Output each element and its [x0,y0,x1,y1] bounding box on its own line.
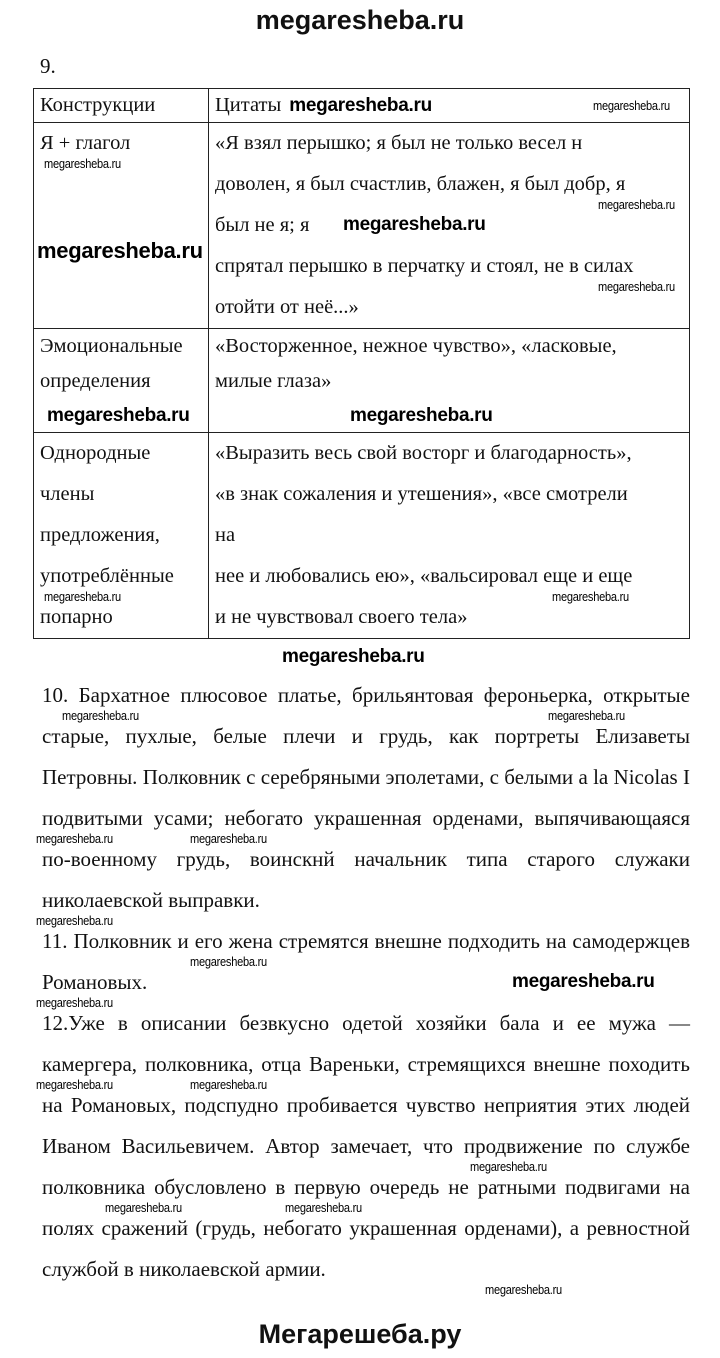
cell-line: на [215,524,236,546]
answer-10-block [36,675,690,928]
header-watermark: megaresheba.ru [255,5,465,35]
answer-paragraph-12: 12.Уже в описании безвкусно одетой хозяйки бала и ее мужа — камергера, полковника, отца Вареньки, стремящихся внешне походить на Романовых, подспудно пробивается чувство неприятия этих людей Иваном Васильевичем. Автор замечает, что продвижение по службе полковника обусловлено в первую очередь не ратными подвигами на полях сражений (грудь, небогато украшенная орденами), а ревностной службой в николаевской армии. [42,1011,690,1281]
answer-paragraph-11: 11. Полковник и его жена стремятся внешне подходить на самодержцев Романовых. [42,929,690,994]
watermark: megaresheba.ru [548,708,625,723]
column-header-cell [34,89,209,123]
cell-line: предложения, [40,524,160,546]
construction-cell [34,123,209,329]
cell-line: члены [40,483,95,505]
watermark: megaresheba.ru [343,214,486,235]
quote-cell [209,123,690,329]
watermark: megaresheba.ru [47,405,190,426]
watermark: megaresheba.ru [598,197,675,212]
quote-cell [209,433,690,639]
table-row [34,329,690,433]
quote-cell [209,329,690,433]
cell-line: попарно [40,606,113,628]
cell-line: Эмоциональные [40,335,183,357]
cell-line: спрятал перышко в перчатку и стоял, не в силах [215,255,634,277]
watermark: megaresheba.ru [592,98,670,113]
watermark: megaresheba.ru [470,1159,547,1174]
watermark-strip [0,639,720,675]
cell-line: милые глаза» [215,369,332,392]
watermark: megaresheba.ru [37,238,203,263]
table-row [34,433,690,639]
table-header-row [34,89,690,123]
watermark: megaresheba.ru [552,589,629,604]
watermark: megaresheba.ru [44,589,121,604]
watermark: megaresheba.ru [36,913,113,928]
cell-line: употреблённые [40,565,174,587]
cell-line: и не чувствовал своего тела» [215,606,468,628]
cell-line: доволен, я был счастлив, блажен, я был добр, я [215,173,626,195]
watermark: megaresheba.ru [485,1282,562,1297]
watermark: megaresheba.ru [36,1077,113,1092]
watermark: megaresheba.ru [598,279,675,294]
cell-line: Я + глагол [40,132,131,154]
cell-line: «Я взял перышко; я был не только весел н [215,132,583,154]
watermark: megaresheba.ru [36,995,113,1010]
watermark: megaresheba.ru [282,646,425,667]
watermark: megaresheba.ru [44,156,121,171]
column-header: Конструкции [40,94,156,116]
column-header: Цитаты [215,94,282,116]
answer-paragraph-10: 10. Бархатное плюсовое платье, брильянтовая фероньерка, открытые старые, пухлые, белые плечи и грудь, как портреты Елизаветы Петровны. Полковник с серебряными эполетами, с белыми a la Nicolas I подвитыми усами; небогато украшенная орденами, выпячивающаяся по-военному грудь, воинскнй начальник типа старого служаки николаевской выправки. [42,683,690,912]
construction-cell [34,433,209,639]
watermark: megaresheba.ru [289,94,432,116]
watermark: megaresheba.ru [190,831,267,846]
column-header-cell [209,89,690,123]
table-row [34,123,690,329]
footer-brand: Мегарешеба.ру [258,1319,462,1349]
task-number-9: 9. [40,54,56,78]
answer-12-block [36,1003,690,1297]
watermark: megaresheba.ru [512,971,655,992]
watermark: megaresheba.ru [62,708,139,723]
watermark: megaresheba.ru [190,954,267,969]
construction-cell [34,329,209,433]
watermark: megaresheba.ru [36,831,113,846]
cell-line: определения [40,369,151,392]
cell-line: Однородные [40,442,151,464]
cell-line: «Выразить весь свой восторг и благодарность», [215,442,632,464]
watermark: megaresheba.ru [190,1077,267,1092]
watermark: megaresheba.ru [285,1200,362,1215]
cell-line: нее и любовались ею», «вальсировал еще и еще [215,565,633,587]
cell-line: «Восторженное, нежное чувство», «ласковые, [215,335,617,357]
answer-11-block [36,921,690,1010]
watermark: megaresheba.ru [350,405,493,426]
quotes-table [33,88,690,639]
watermark: megaresheba.ru [105,1200,182,1215]
cell-line: отойти от неё...» [215,296,359,318]
cell-line: «в знак сожаления и утешения», «все смотрели [215,483,628,505]
cell-line: был не я; я [215,214,310,236]
